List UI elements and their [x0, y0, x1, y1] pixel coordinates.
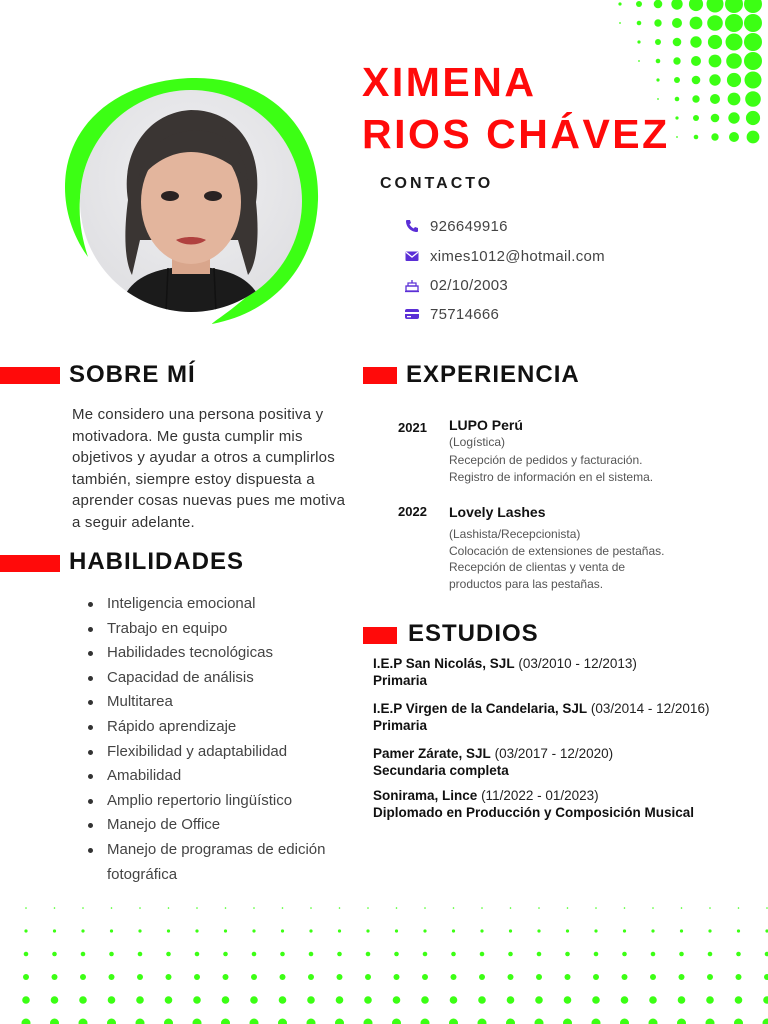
list-item: Amplio repertorio lingüístico [88, 789, 347, 814]
exp-detail: Registro de información en el sistema. [449, 470, 654, 484]
exp-company: LUPO Perú [449, 417, 523, 433]
list-item: Habilidades tecnológicas [88, 641, 347, 666]
skills-title: HABILIDADES [69, 548, 245, 575]
exp-detail: Colocación de extensiones de pestañas. [449, 544, 665, 558]
edu-school: I.E.P San Nicolás, SJL [373, 656, 515, 671]
education-entry [373, 656, 637, 688]
about-section-bar [0, 367, 60, 384]
list-item: Rápido aprendizaje [88, 715, 347, 740]
exp-company: Lovely Lashes [449, 504, 546, 520]
list-item: Manejo de programas de edición fotográfica [88, 838, 347, 887]
person-portrait-icon [80, 90, 302, 312]
list-item: Capacidad de análisis [88, 666, 347, 691]
about-text: Me considero una persona positiva y motivadora. Me gusta cumplir mis objetivos y ayudar a otros a cumplirlos también, siempre estoy dispuesta a aprender cosas nuevas pues me motiva a seguir adelante. [72, 406, 346, 531]
exp-detail: (Lashista/Recepcionista) [449, 527, 581, 541]
id-number: 75714666 [430, 305, 500, 323]
edu-degree: Primaria [373, 673, 428, 688]
skills-section-bar [0, 555, 60, 572]
contact-phone[interactable] [404, 215, 508, 237]
exp-detail: Recepción de clientas y venta de [449, 560, 626, 574]
contact-birthdate [404, 274, 508, 296]
education-title: ESTUDIOS [408, 620, 539, 647]
experience-title: EXPERIENCIA [406, 361, 580, 388]
id-card-icon [404, 306, 420, 322]
profile-photo-frame [62, 72, 322, 332]
exp-detail: productos para las pestañas. [449, 577, 604, 591]
skills-list [88, 592, 347, 887]
list-item: Amabilidad [88, 764, 347, 789]
list-item: Trabajo en equipo [88, 617, 347, 642]
exp-detail: (Logística) [449, 435, 506, 449]
edu-degree: Primaria [373, 718, 428, 733]
list-item: Flexibilidad y adaptabilidad [88, 740, 347, 765]
name-last: RIOS CHÁVEZ [362, 111, 670, 157]
contact-title: CONTACTO [380, 175, 494, 192]
phone-icon [404, 218, 420, 234]
contact-id [404, 303, 499, 325]
education-entry [373, 746, 613, 778]
edu-dates: (11/2022 - 01/2023) [481, 788, 599, 803]
contact-email[interactable] [404, 245, 605, 267]
exp-year: 2021 [398, 420, 427, 435]
phone-number: 926649916 [430, 217, 508, 235]
experience-section-bar [363, 367, 397, 384]
profile-photo [80, 90, 302, 312]
education-entry [373, 701, 709, 733]
list-item: Manejo de Office [88, 813, 347, 838]
education-section-bar [363, 627, 397, 644]
birthdate: 02/10/2003 [430, 276, 509, 294]
edu-school: I.E.P Virgen de la Candelaria, SJL [373, 701, 588, 716]
education-entry [373, 788, 694, 820]
about-title: SOBRE MÍ [69, 361, 196, 388]
edu-school: Pamer Zárate, SJL [373, 746, 491, 761]
edu-dates: (03/2010 - 12/2013) [518, 656, 637, 671]
green-dot-pattern-bottom [0, 896, 768, 1024]
full-name [362, 56, 670, 160]
email-icon [404, 248, 420, 264]
exp-detail: Recepción de pedidos y facturación. [449, 453, 643, 467]
edu-school: Sonirama, Lince [373, 788, 478, 803]
exp-year: 2022 [398, 504, 427, 519]
edu-degree: Diplomado en Producción y Composición Musical [373, 805, 695, 820]
edu-degree: Secundaria completa [373, 763, 509, 778]
list-item: Multitarea [88, 690, 347, 715]
email-address: ximes1012@hotmail.com [430, 247, 605, 265]
birthday-cake-icon [404, 277, 420, 293]
name-first: XIMENA [362, 59, 537, 105]
edu-dates: (03/2014 - 12/2016) [590, 701, 710, 716]
list-item: Inteligencia emocional [88, 592, 347, 617]
edu-dates: (03/2017 - 12/2020) [494, 746, 614, 761]
